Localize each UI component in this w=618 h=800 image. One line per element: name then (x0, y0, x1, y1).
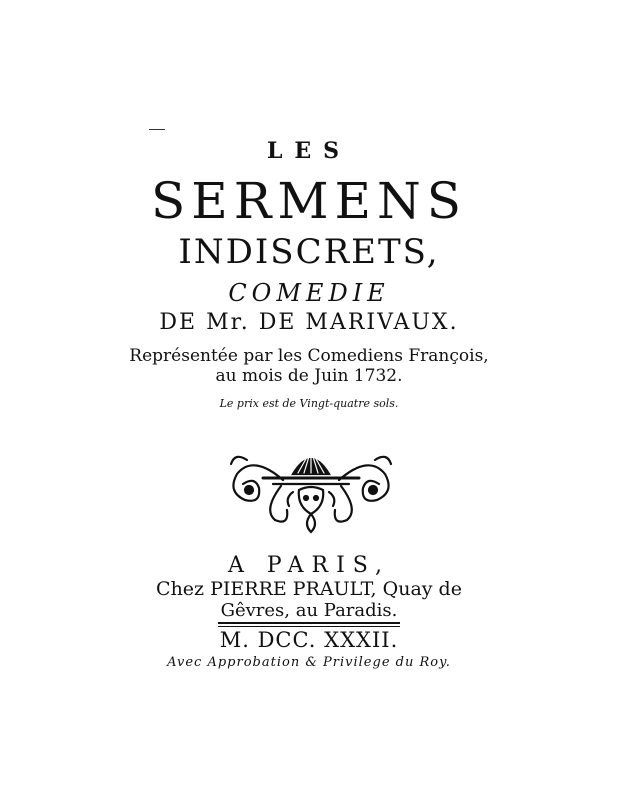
representation-line-2: au mois de Juin 1732. (215, 366, 403, 386)
city-line: A PARIS, (227, 553, 391, 578)
year-line: M. DCC. XXXII. (219, 628, 399, 652)
title-indiscrets: INDISCRETS, (178, 232, 440, 272)
approbation-line: Avec Approbation & Privilege du Roy. (167, 655, 451, 670)
price-line: Le prix est de Vingt-quatre sols. (219, 397, 399, 410)
publisher-line-1: Chez PIERRE PRAULT, Quay de (156, 578, 462, 600)
title-sermens: SERMENS (150, 172, 468, 230)
publisher-line-2: Gêvres, au Paradis. (220, 600, 398, 621)
representation-line-1: Représentée par les Comediens François, (129, 346, 489, 366)
title-les: LES (266, 138, 352, 164)
divider-rule-thick (218, 622, 400, 624)
shell-scroll-vignette-icon (223, 440, 399, 536)
stray-mark (149, 129, 165, 130)
author-line: DE Mr. DE MARIVAUX. (159, 310, 459, 335)
genre-comedie: COMEDIE (228, 279, 390, 307)
divider-rule-thin (218, 626, 400, 627)
